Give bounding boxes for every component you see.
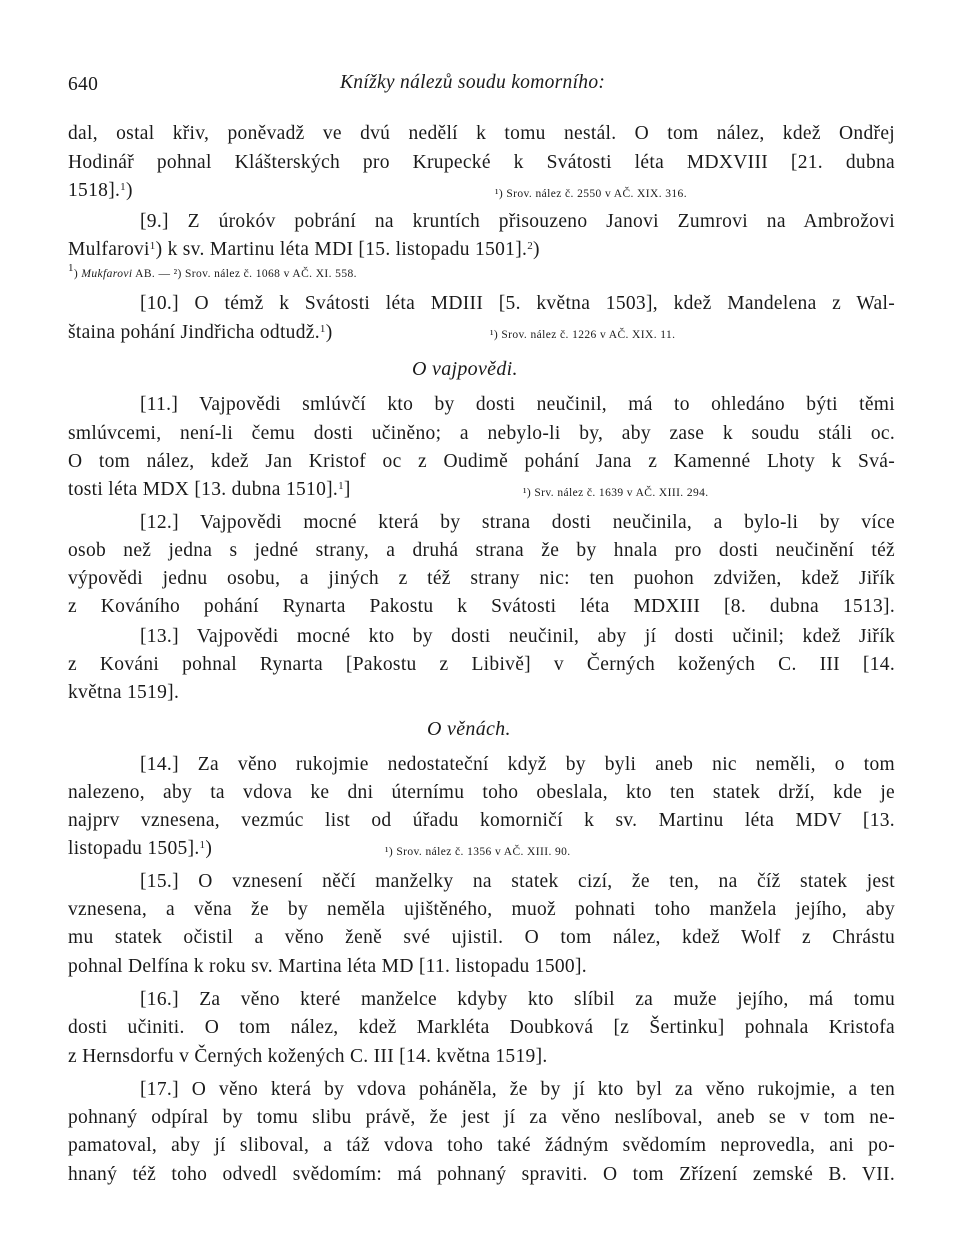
text-line-4: [9.] Z úrokóv pobrání na kruntích přisouzeno Janovi Zumrovi na Ambrožovi: [140, 211, 895, 232]
text-line-26: pohnal Delfína k roku sv. Martina léta MD [11. listopadu 1500].: [68, 956, 587, 977]
text-line-18: května 1519].: [68, 682, 180, 703]
footnote-3: ¹) Srov. nález č. 1226 v AČ. XIX. 11.: [490, 329, 676, 341]
text-line-10: O tom nález, kdež Jan Kristof oc z Oudimě pohání Jana z Kamenné Lhoty k Svá-: [68, 451, 895, 472]
text-line-17: z Kováni pohnal Rynarta [Pakostu z Libivě] v Černých kožených C. III [14.: [68, 654, 895, 675]
text-line-20: nalezeno, aby ta vdova ke dni úternímu toho obeslala, kto ten statek drží, kde je: [68, 782, 895, 803]
text-line-2: Hodinář pohnal Klášterských pro Krupecké k Svátosti léta MDXVIII [21. dubna: [68, 152, 895, 173]
text-line-15: z Kováního pohání Rynarta Pakostu k Svátosti léta MDXIII [8. dubna 1513].: [68, 596, 895, 617]
text-line-1: dal, ostal křiv, poněvadž ve dvú nedělí k tomu nestál. O tom nález, kdež Ondřej: [68, 123, 895, 144]
text-line-32: pamatoval, aby jí sliboval, a táž vdova toho také žádným svědomím neprovedla, ani po-: [68, 1135, 895, 1156]
text-line-33: hnaný též toho odvedl svědomím: má pohnaný spraviti. O tom Zřízení zemské B. VII.: [68, 1164, 895, 1185]
running-title: Knížky nálezů soudu komorního:: [340, 72, 606, 93]
text-line-25: mu statek očistil a věno ženě své ujistil. O tom nález, kdež Wolf z Chrástu: [68, 927, 895, 948]
text-line-9: smlúvcemi, není-li čemu dosti učiněno; a nebylo-li by, aby zase k soudu stáli oc.: [68, 423, 895, 444]
text-line-29: z Hernsdorfu v Černých kožených C. III [14. května 1519].: [68, 1046, 548, 1067]
text-line-23: [15.] O vznesení něčí manželky na statek cizí, že ten, na číž statek jest: [140, 871, 895, 892]
page-number: 640: [68, 74, 99, 95]
footnote-2: $^1$) Mukfarovi AB. — ²) Srov. nález č. 1068 v AČ. XI. 558.: [68, 262, 357, 280]
text-line-7: štaina pohání Jindřicha odtudž.$^1$): [68, 322, 333, 343]
text-line-11: tosti léta MDX [13. dubna 1510].$^1$]: [68, 479, 351, 500]
footnote-4: ¹) Srv. nález č. 1639 v AČ. XIII. 294.: [523, 487, 709, 499]
section-heading-venach: O věnách.: [427, 718, 511, 740]
section-heading-vajpovedi: O vajpovědi.: [412, 358, 518, 380]
text-line-21: najprv vznesena, vezmúc list od úřadu komorničí k sv. Martinu léta MDV [13.: [68, 810, 895, 831]
text-line-27: [16.] Za věno které manželce kdyby kto slíbil za muže jejího, má tomu: [140, 989, 895, 1010]
text-line-14: výpovědi jednu osobu, a jiných z též strany nic: ten puohon zdvižen, kdež Jiřík: [68, 568, 895, 589]
text-line-22: listopadu 1505].$^1$): [68, 838, 213, 859]
footnote-5: ¹) Srov. nález č. 1356 v AČ. XIII. 90.: [385, 846, 571, 858]
text-line-8: [11.] Vajpovědi smlúvčí kto by dosti neučinil, má to ohledáno býti těmi: [140, 394, 895, 415]
text-line-13: osob než jedna s jedné strany, a druhá strana že by hnala pro dosti neučinění též: [68, 540, 895, 561]
text-line-31: pohnaný odpíral by tomu slibu právě, že jest jí za věno neslíboval, aneb se v tom ne-: [68, 1107, 895, 1128]
text-line-28: dosti učiniti. O tom nález, kdež Markléta Doubková [z Šertinku] pohnala Kristofa: [68, 1017, 895, 1038]
text-line-16: [13.] Vajpovědi mocné kto by dosti neučinil, aby jí dosti učinil; kdež Jiřík: [140, 626, 895, 647]
text-line-24: vznesena, a věna že by neměla ujištěného, muož pohnati toho manžela jejího, aby: [68, 899, 895, 920]
text-line-5: Mulfarovi$^1$) k sv. Martinu léta MDI [15. listopadu 1501].$^2$): [68, 239, 540, 260]
footnote-1: ¹) Srov. nález č. 2550 v AČ. XIX. 316.: [495, 188, 687, 200]
text-line-6: [10.] O témž k Svátosti léta MDIII [5. května 1503], kdež Mandelena z Wal-: [140, 293, 895, 314]
text-line-19: [14.] Za věno rukojmie nedostateční když by byli aneb nic neměli, o tom: [140, 754, 895, 775]
text-line-3: 1518].$^1$): [68, 180, 133, 201]
text-line-30: [17.] O věno která by vdova poháněla, že by jí kto byl za věno rukojmie, a ten: [140, 1079, 895, 1100]
text-line-12: [12.] Vajpovědi mocné která by strana dosti neučinila, a bylo-li by více: [140, 512, 895, 533]
